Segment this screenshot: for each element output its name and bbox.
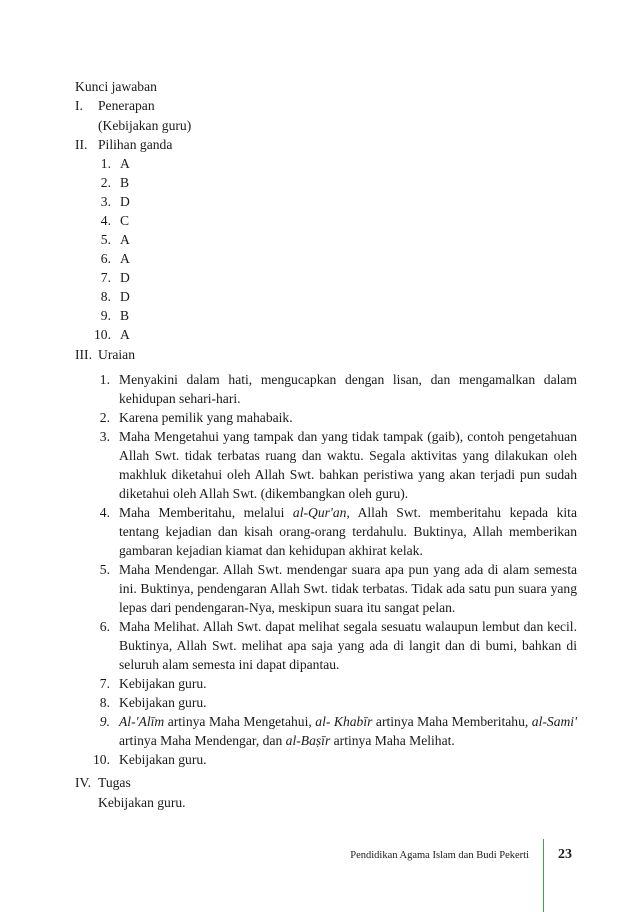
section-title: Tugas	[98, 775, 131, 790]
answer-letter: A	[120, 327, 130, 342]
list-item	[75, 408, 577, 427]
item-number: 4.	[99, 505, 110, 520]
list-item	[75, 370, 577, 408]
answer-letter: A	[120, 232, 130, 247]
item-number: 10.	[93, 752, 110, 767]
answer-letter: A	[120, 251, 130, 266]
answer-letter: B	[120, 308, 130, 323]
section-numeral: I.	[75, 98, 83, 113]
list-item	[75, 427, 577, 503]
penerapan-note: (Kebijakan guru)	[98, 118, 192, 133]
item-text: Karena pemilik yang mahabaik.	[119, 410, 293, 425]
item-text: Kebijakan guru.	[119, 695, 207, 710]
item-text: Maha Melihat. Allah Swt. dapat melihat segala sesuatu walaupun lembut dan kecil. Buktinya, Allah Swt. melihat apa saja yang ada di langit dan di bumi, bahkan di seluruh alam semesta ini dapat dipantau.	[119, 619, 577, 672]
item-number: 3.	[99, 429, 110, 444]
section-title: Pilihan ganda	[98, 137, 173, 152]
answer-letter: B	[120, 175, 130, 190]
item-text: Maha Mengetahui yang tampak dan yang tidak tampak (gaib), contoh pengetahuan Allah Swt. tidak terbatas ruang dan waktu. Segala aktivitas yang dilakukan oleh makhluk diketahui oleh Allah Swt. bahkan peristiwa yang akan terjadi pun sudah diketahui oleh Allah Swt. (dikembangkan oleh guru).	[119, 429, 577, 501]
item-number: 8.	[99, 695, 110, 710]
item-text: Al-'Alīm artinya Maha Mengetahui, al- Khabīr artinya Maha Memberitahu, al-Sami' artinya Maha Mendengar, dan al-Baṣīr artinya Maha Melihat.	[119, 714, 577, 748]
list-item	[75, 693, 577, 712]
list-item	[75, 750, 577, 769]
section-title: Penerapan	[98, 98, 155, 113]
book-title-footer: Pendidikan Agama Islam dan Budi Pekerti	[350, 850, 529, 861]
list-item	[75, 617, 577, 674]
italic-term: al-Qur'an,	[292, 505, 350, 520]
list-item	[75, 712, 577, 750]
answer-letter: D	[120, 289, 130, 304]
item-number: 7.	[99, 676, 110, 691]
answer-key-heading: Kunci jawaban	[75, 79, 157, 94]
item-text: Menyakini dalam hati, mengucapkan dengan lisan, dan mengamalkan dalam kehidupan sehari-hari.	[119, 372, 577, 406]
item-number: 2.	[99, 410, 110, 425]
italic-term: al- Khabīr	[315, 714, 373, 729]
essay-answer-list	[75, 370, 577, 769]
answer-letter: D	[120, 270, 130, 285]
italic-term: Al-'Alīm	[119, 714, 165, 729]
page-number: 23	[558, 847, 572, 862]
footer-divider	[543, 839, 544, 912]
tugas-note: Kebijakan guru.	[98, 795, 186, 810]
item-text: Kebijakan guru.	[119, 676, 207, 691]
item-text: Kebijakan guru.	[119, 752, 207, 767]
list-item	[75, 560, 577, 617]
item-text: Maha Memberitahu, melalui al-Qur'an, Allah Swt. memberitahu kepada kita tentang kejadian dan kisah orang-orang terdahulu. Buktinya, Allah memberikan gambaran kejadian kiamat dan kehidupan akhirat kelak.	[119, 505, 577, 558]
italic-term: al-Sami'	[531, 714, 577, 729]
item-text: Maha Mendengar. Allah Swt. mendengar suara apa pun yang ada di alam semesta ini. Buktinya, pendengaran Allah Swt. tidak terbatas. Tidak ada satu pun suara yang lepas dari pendengaran-Nya, meskipun suara itu sangat pelan.	[119, 562, 577, 615]
item-number: 6.	[99, 619, 110, 634]
answer-letter: A	[120, 156, 130, 171]
item-number: 5.	[99, 562, 110, 577]
answer-letter: C	[120, 213, 130, 228]
section-numeral: IV.	[75, 775, 91, 790]
document-page: Kunci jawaban I. Penerapan (Kebijakan guru) II. Pilihan ganda 1. A 2. B 3. D 4. C 5. A 6. A 7. D 8. D 9. B 10. A III. Uraian 1. Menyakini dalam hati, mengucapkan dengan lisan, dan mengamalkan dalam kehidupan sehari-hari. 2. Karena pemilik yang mahabaik. 3. Maha Mengetahui yang tampak dan yang tidak tampak (gaib), contoh pengetahuan Allah Swt. tidak terbatas ruang dan waktu. Segala aktivitas yang dilakukan oleh makhluk diketahui oleh Allah Swt. bahkan peristiwa yang akan terjadi pun sudah diketahui oleh Allah Swt. (dikembangkan oleh guru). 4. Maha Memberitahu, melalui al-Qur'an, Allah Swt. memberitahu kepada kita tentang kejadian dan kisah orang-orang terdahulu. Buktinya, Allah memberikan gambaran kejadian kiamat dan kehidupan akhirat kelak. 5. Maha Mendengar. Allah Swt. mendengar suara apa pun yang ada di alam semesta ini. Buktinya, pendengaran Allah Swt. tidak terbatas. Tidak ada satu pun suara yang lepas dari pendengaran-Nya, meskipun suara itu sangat pelan. 6. Maha Melihat. Allah Swt. dapat melihat segala sesuatu walaupun lembut dan kecil. Buktinya, Allah Swt. melihat apa saja yang ada di langit dan di bumi, bahkan di seluruh alam semesta ini dapat dipantau. 7. Kebijakan guru. 8. Kebijakan guru. 9. Al-'Alīm artinya Maha Mengetahui, al- Khabīr artinya Maha Memberitahu, al-Sami' artinya Maha Mendengar, dan al-Baṣīr artinya Maha Melihat. 10. Kebijakan guru. IV. Tugas Kebijakan guru. Pendidikan Agama Islam dan Budi Pekerti 23	[0, 0, 638, 912]
item-number: 9.	[99, 714, 110, 729]
item-number: 1.	[99, 372, 110, 387]
list-item	[75, 503, 577, 560]
answer-letter: D	[120, 194, 130, 209]
italic-term: al-Baṣīr	[285, 733, 331, 748]
section-numeral: III.	[75, 347, 92, 362]
section-title: Uraian	[98, 347, 135, 362]
list-item	[75, 674, 577, 693]
section-numeral: II.	[75, 137, 88, 152]
